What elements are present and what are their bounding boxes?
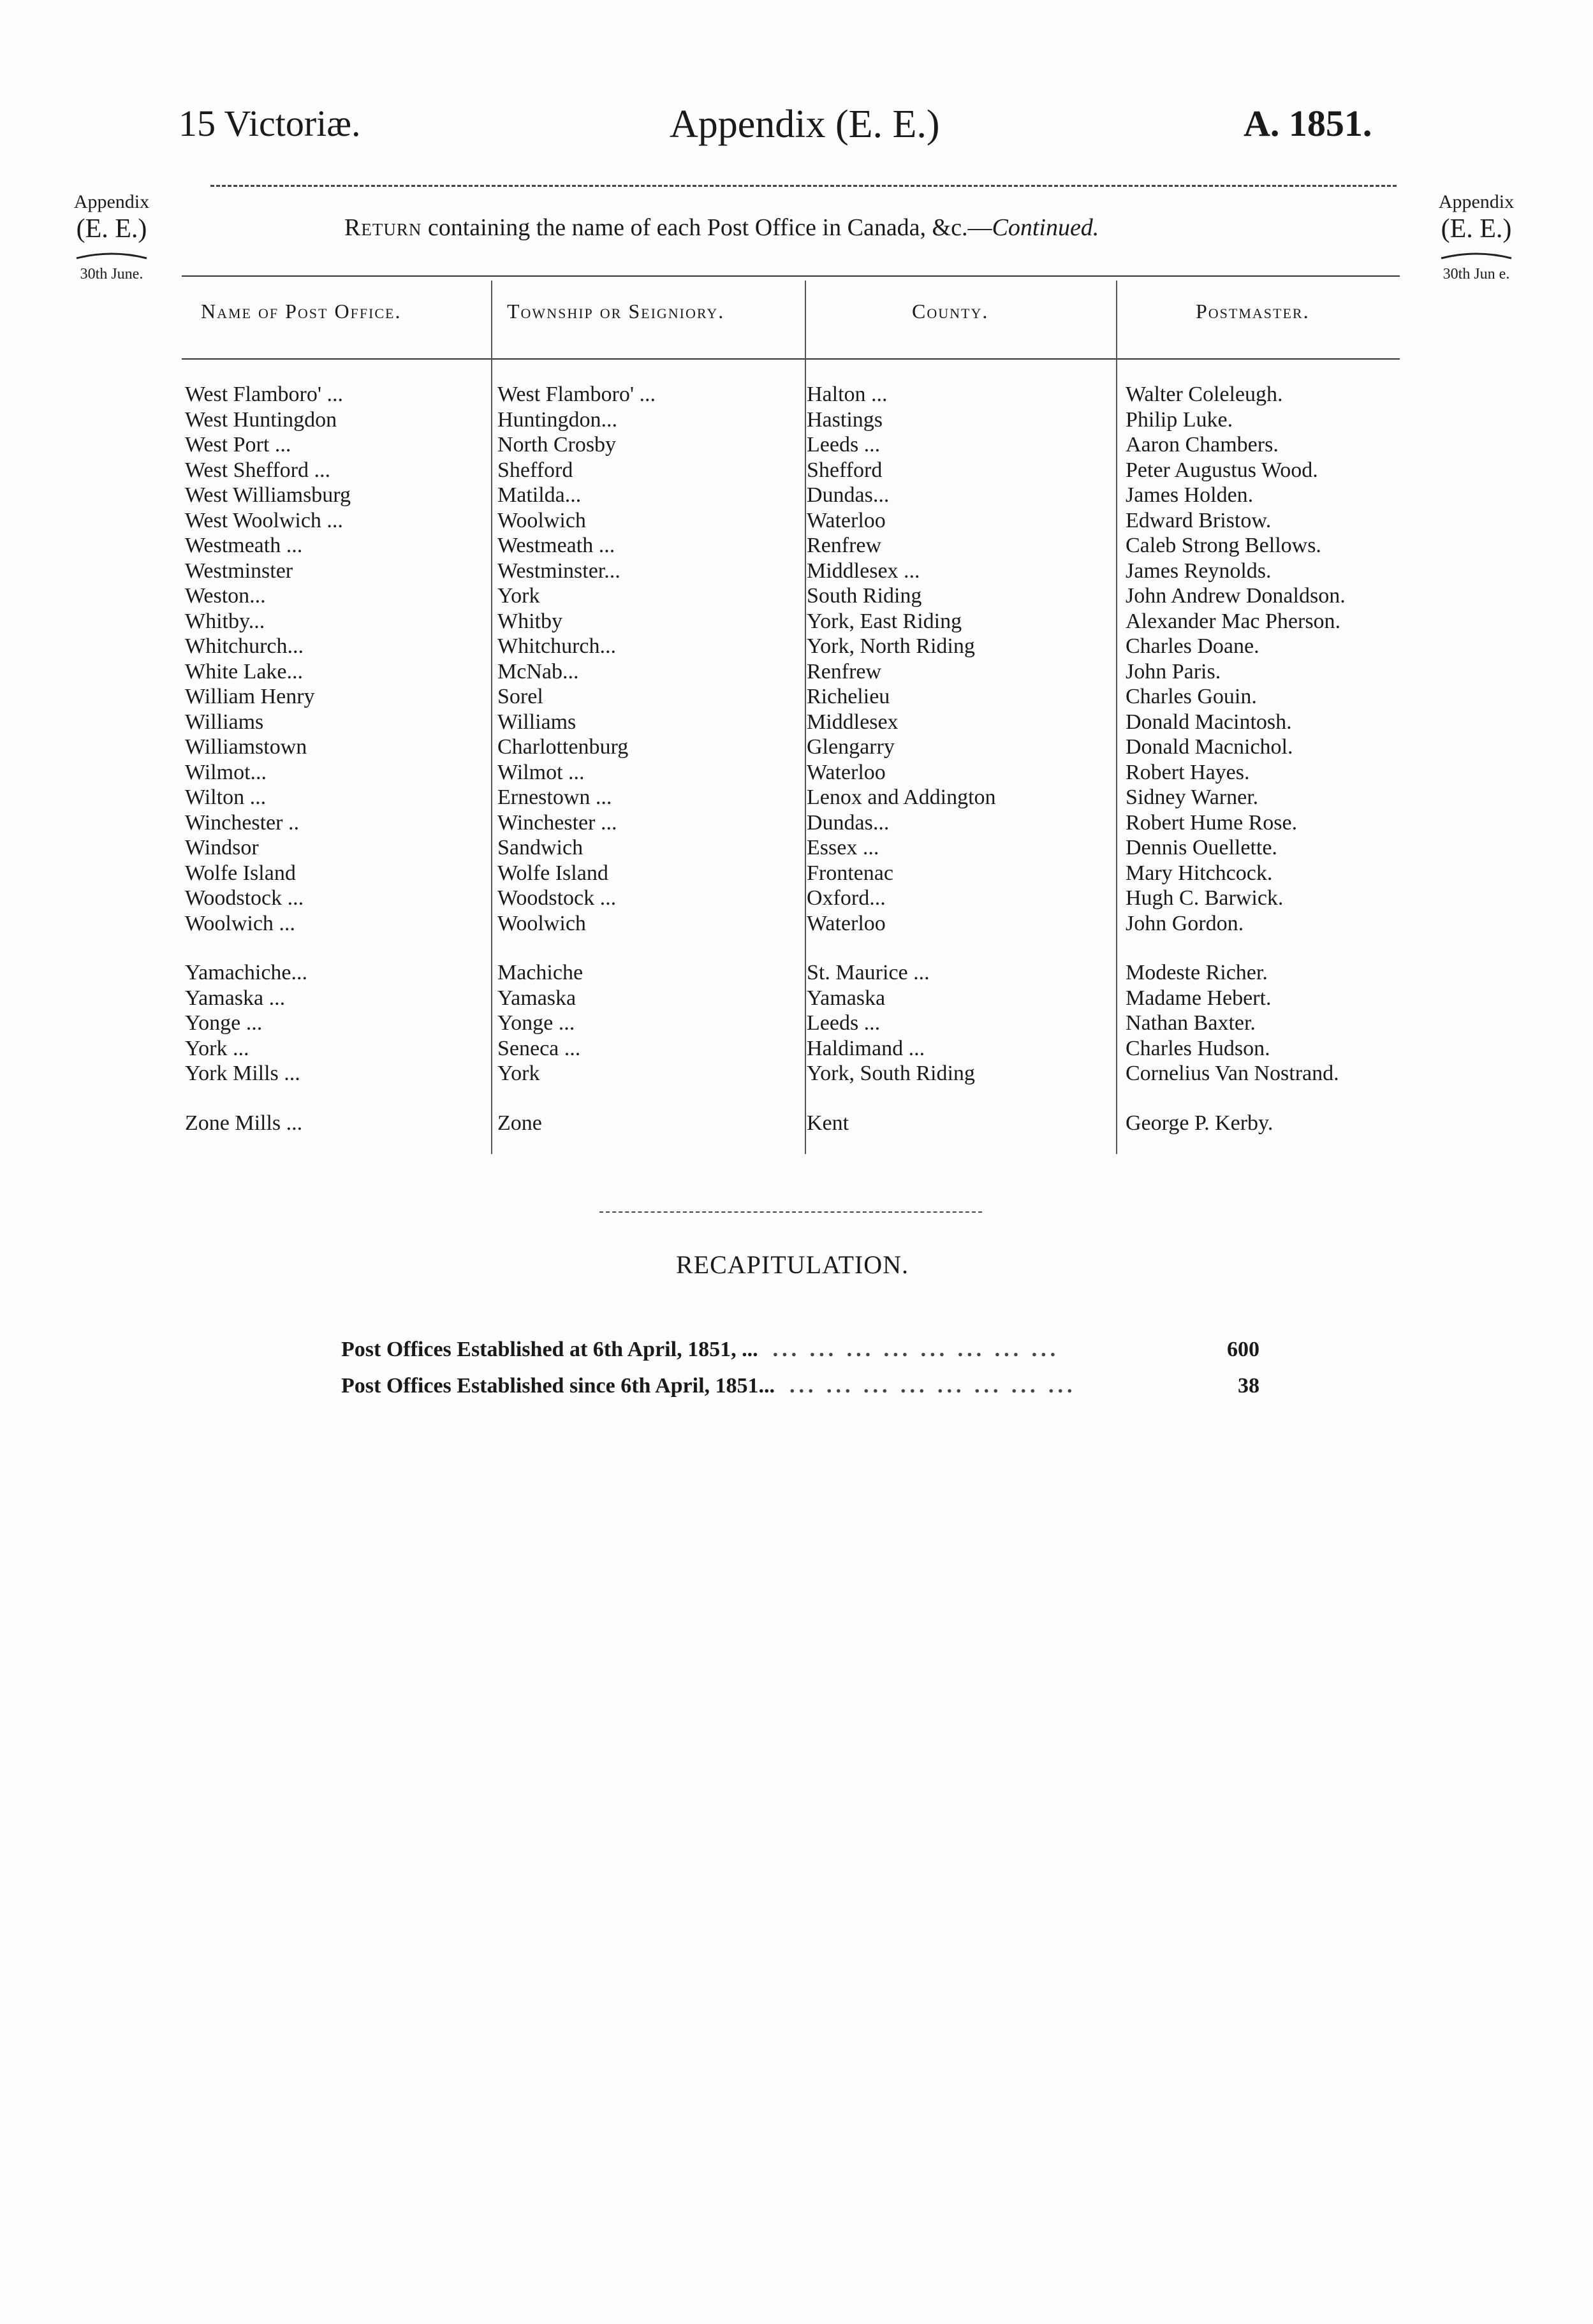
cell-postmaster: Madame Hebert. (1126, 986, 1272, 1010)
cell-county: York, South Riding (807, 1062, 975, 1085)
recap-row-established (341, 1338, 1059, 1362)
recap-title: RECAPITULATION. (676, 1250, 909, 1279)
cell-postmaster: John Gordon. (1126, 911, 1244, 935)
recap-leader: ... ... ... ... ... ... ... ... (763, 1338, 1060, 1361)
table-row (185, 861, 1409, 887)
cell-post-office: York ... (185, 1036, 249, 1060)
cell-county: Middlesex (807, 710, 899, 734)
cell-township: Machiche (497, 961, 584, 984)
return-caption (344, 214, 1099, 242)
recap-label-since: Post Offices Established since 6th April, 1851... (341, 1374, 775, 1398)
recap-leader: ... ... ... ... ... ... ... ... (780, 1374, 1076, 1398)
cell-postmaster: Alexander Mac Pherson. (1126, 609, 1341, 633)
cell-township: Woodstock ... (497, 886, 617, 910)
cell-post-office: West Woolwich ... (185, 508, 343, 532)
running-head-left: 15 Victoriæ. (179, 103, 361, 144)
margin-flourish-left (73, 252, 150, 261)
cell-county: York, North Riding (807, 634, 975, 658)
table-row (185, 408, 1409, 434)
cell-township: Westminster... (497, 559, 620, 583)
cell-county: Glengarry (807, 735, 895, 759)
running-head-right: A. 1851. (1244, 103, 1372, 144)
cell-township: Matilda... (497, 483, 582, 507)
cell-post-office: Westminster (185, 559, 293, 583)
cell-post-office: Whitchurch... (185, 634, 304, 658)
return-suffix: Continued. (992, 214, 1099, 241)
cell-postmaster: Aaron Chambers. (1126, 433, 1279, 457)
table-row (185, 433, 1409, 458)
cell-postmaster: Peter Augustus Wood. (1126, 458, 1318, 482)
cell-post-office: Zone Mills ... (185, 1111, 303, 1135)
cell-township: Huntingdon... (497, 407, 617, 432)
cell-county: Frontenac (807, 861, 893, 885)
cell-township: York (497, 1062, 540, 1085)
cell-county: Shefford (807, 458, 883, 482)
cell-township: Sandwich (497, 836, 584, 859)
cell-post-office: Wolfe Island (185, 861, 296, 885)
margin-note-left (51, 191, 172, 284)
cell-township: Woolwich (497, 911, 586, 935)
table-row (185, 634, 1409, 660)
cell-postmaster: Sidney Warner. (1126, 786, 1259, 809)
cell-township: Zone (497, 1111, 542, 1135)
cell-postmaster: Walter Coleleugh. (1126, 383, 1283, 406)
cell-postmaster: Caleb Strong Bellows. (1126, 534, 1321, 557)
table-row (185, 660, 1409, 685)
table-row (185, 986, 1409, 1012)
table-row (185, 685, 1409, 710)
cell-county: Waterloo (807, 760, 886, 784)
table-row (185, 1062, 1409, 1087)
table-row (185, 761, 1409, 786)
cell-township: Winchester ... (497, 810, 617, 835)
head-rule (210, 185, 1397, 187)
cell-post-office: West Flamboro' ... (185, 383, 343, 406)
cell-postmaster: Philip Luke. (1126, 407, 1233, 432)
table-row (185, 710, 1409, 736)
cell-county: Waterloo (807, 508, 886, 532)
cell-postmaster: Mary Hitchcock. (1126, 861, 1273, 885)
cell-township: Seneca ... (497, 1036, 581, 1060)
table-row (185, 1037, 1409, 1062)
table-row (185, 509, 1409, 534)
cell-county: Essex ... (807, 836, 879, 859)
cell-township: Sorel (497, 685, 543, 708)
table-row (185, 559, 1409, 585)
cell-post-office: Wilton ... (185, 786, 267, 809)
cell-post-office: Williams (185, 710, 264, 734)
cell-county: Renfrew (807, 659, 882, 683)
col-header-postmaster: Postmaster. (1196, 300, 1310, 323)
cell-county: St. Maurice ... (807, 961, 930, 984)
table-row (185, 811, 1409, 837)
cell-township: Westmeath ... (497, 534, 615, 557)
cell-township: Wolfe Island (497, 861, 608, 885)
table-row (185, 534, 1409, 559)
table-row (185, 1011, 1409, 1037)
recap-row-since (341, 1374, 1076, 1398)
cell-post-office: West Huntingdon (185, 407, 337, 432)
cell-post-office: West Williamsburg (185, 483, 351, 507)
cell-post-office: York Mills ... (185, 1062, 300, 1085)
cell-township: Williams (497, 710, 576, 734)
cell-postmaster: James Holden. (1126, 483, 1254, 507)
cell-post-office: Williamstown (185, 735, 307, 759)
cell-postmaster: Modeste Richer. (1126, 961, 1268, 984)
cell-post-office: Woodstock ... (185, 886, 304, 910)
cell-postmaster: Robert Hume Rose. (1126, 810, 1298, 835)
cell-post-office: Yamachiche... (185, 961, 307, 984)
cell-county: Richelieu (807, 685, 890, 708)
col-header-county: County. (912, 300, 989, 323)
cell-post-office: Wilmot... (185, 760, 267, 784)
cell-township: Whitchurch... (497, 634, 616, 658)
col-header-township: Township or Seigniory. (507, 300, 725, 323)
return-prefix: Return (344, 214, 422, 241)
margin-note-right-line2: (E. E.) (1441, 214, 1512, 244)
cell-county: Dundas... (807, 810, 890, 835)
cell-postmaster: John Andrew Donaldson. (1126, 584, 1346, 608)
cell-township: Wilmot ... (497, 760, 585, 784)
post-office-table (185, 383, 1409, 1136)
table-row (185, 836, 1409, 861)
cell-postmaster: Robert Hayes. (1126, 760, 1250, 784)
table-row (185, 786, 1409, 811)
cell-postmaster: Donald Macnichol. (1126, 735, 1293, 759)
cell-post-office: West Port ... (185, 433, 291, 457)
table-row (185, 912, 1409, 937)
cell-postmaster: John Paris. (1126, 659, 1221, 683)
cell-township: Whitby (497, 609, 562, 633)
table-row (185, 1111, 1409, 1137)
cell-post-office: Windsor (185, 836, 259, 859)
cell-postmaster: Charles Hudson. (1126, 1036, 1270, 1060)
cell-postmaster: George P. Kerby. (1126, 1111, 1274, 1135)
margin-note-right-line3: 30th Jun e. (1443, 266, 1510, 283)
cell-county: Dundas... (807, 483, 890, 507)
margin-note-left-line2: (E. E.) (76, 214, 147, 244)
table-top-rule (182, 275, 1400, 277)
table-row (185, 483, 1409, 509)
cell-post-office: Yonge ... (185, 1011, 263, 1035)
cell-township: Yamaska (497, 986, 576, 1010)
section-rule (599, 1211, 982, 1213)
cell-county: York, East Riding (807, 609, 962, 633)
cell-township: North Crosby (497, 433, 617, 457)
cell-county: Kent (807, 1111, 849, 1135)
running-head-center: Appendix (E. E.) (670, 103, 940, 146)
margin-note-right-line1: Appendix (1438, 191, 1515, 212)
cell-county: Hastings (807, 407, 883, 432)
cell-post-office: William Henry (185, 685, 315, 708)
margin-note-left-line1: Appendix (73, 191, 150, 212)
cell-township: Yonge ... (497, 1011, 575, 1035)
cell-post-office: Winchester .. (185, 810, 299, 835)
margin-flourish-right (1438, 252, 1515, 261)
cell-postmaster: James Reynolds. (1126, 559, 1272, 583)
cell-post-office: Westmeath ... (185, 534, 303, 557)
table-row (185, 961, 1409, 986)
cell-post-office: Yamaska ... (185, 986, 286, 1010)
cell-post-office: Woolwich ... (185, 911, 295, 935)
cell-county: Halton ... (807, 383, 888, 406)
cell-county: Middlesex ... (807, 559, 920, 583)
cell-township: Ernestown ... (497, 786, 612, 809)
cell-county: Haldimand ... (807, 1036, 925, 1060)
table-row (185, 458, 1409, 484)
cell-post-office: Whitby... (185, 609, 265, 633)
table-row (185, 584, 1409, 610)
table-row (185, 886, 1409, 912)
cell-county: South Riding (807, 584, 922, 608)
margin-note-left-line3: 30th June. (80, 266, 143, 283)
cell-county: Leeds ... (807, 1011, 881, 1035)
cell-postmaster: Donald Macintosh. (1126, 710, 1292, 734)
cell-township: McNab... (497, 659, 579, 683)
cell-county: Renfrew (807, 534, 882, 557)
col-header-post-office: Name of Post Office. (201, 300, 402, 323)
cell-postmaster: Charles Gouin. (1126, 685, 1257, 708)
table-header-rule (182, 358, 1400, 360)
recap-value-established: 600 (1227, 1338, 1259, 1361)
recap-value-since: 38 (1238, 1374, 1259, 1398)
cell-postmaster: Charles Doane. (1126, 634, 1259, 658)
table-row (185, 735, 1409, 761)
cell-postmaster: Dennis Ouellette. (1126, 836, 1277, 859)
cell-post-office: Weston... (185, 584, 266, 608)
cell-county: Yamaska (807, 986, 886, 1010)
cell-township: York (497, 584, 540, 608)
cell-post-office: White Lake... (185, 659, 304, 683)
cell-postmaster: Edward Bristow. (1126, 508, 1272, 532)
cell-township: West Flamboro' ... (497, 383, 656, 406)
cell-township: Charlottenburg (497, 735, 629, 759)
cell-post-office: West Shefford ... (185, 458, 330, 482)
cell-county: Lenox and Addington (807, 786, 996, 809)
cell-postmaster: Hugh C. Barwick. (1126, 886, 1284, 910)
margin-note-right (1416, 191, 1537, 284)
recap-label-established: Post Offices Established at 6th April, 1851, ... (341, 1338, 758, 1361)
cell-county: Leeds ... (807, 433, 881, 457)
table-row (185, 383, 1409, 408)
cell-postmaster: Nathan Baxter. (1126, 1011, 1256, 1035)
table-row (185, 610, 1409, 635)
cell-township: Woolwich (497, 508, 586, 532)
cell-postmaster: Cornelius Van Nostrand. (1126, 1062, 1339, 1085)
cell-county: Oxford... (807, 886, 886, 910)
return-middle: containing the name of each Post Office in Canada, &c.— (422, 214, 992, 241)
cell-county: Waterloo (807, 911, 886, 935)
cell-township: Shefford (497, 458, 573, 482)
